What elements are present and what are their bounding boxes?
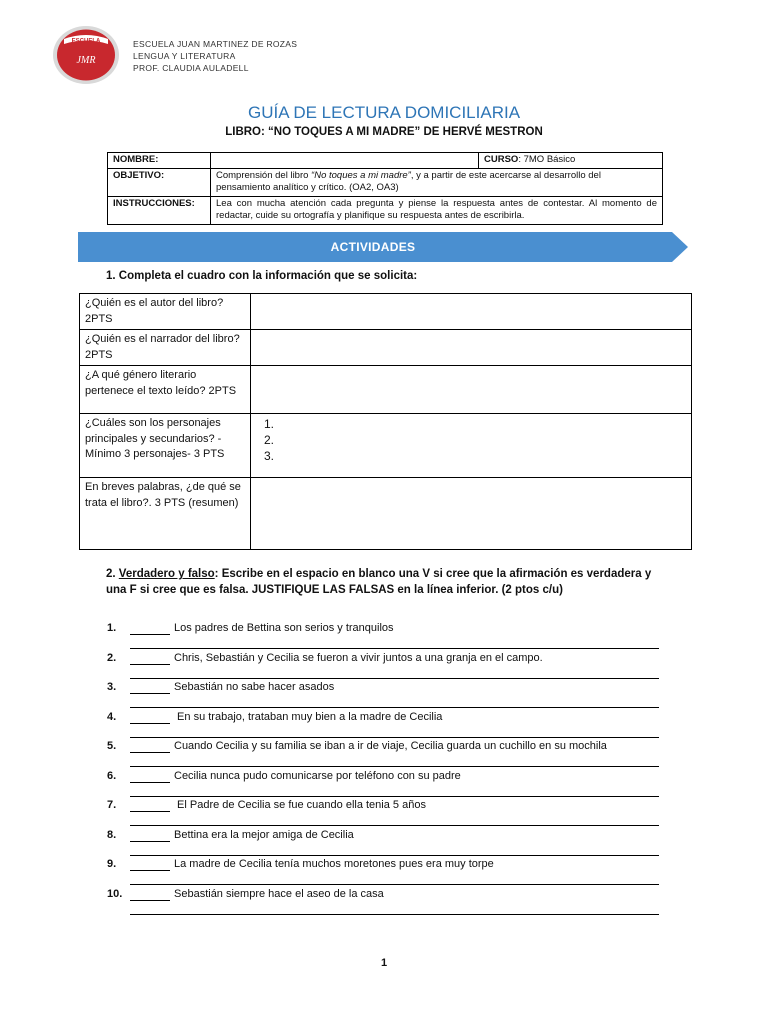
statement-text: La madre de Cecilia tenía muchos moretones pues era muy torpe — [174, 858, 494, 870]
statement-item — [107, 858, 494, 871]
curso-label: CURSO — [484, 154, 519, 165]
answer-blank[interactable] — [130, 711, 170, 724]
statement-text: Cecilia nunca pudo comunicarse por teléfono con su padre — [174, 769, 461, 782]
justification-line[interactable] — [130, 707, 659, 708]
page-title: GUÍA DE LECTURA DOMICILIARIA — [247, 103, 521, 122]
student-info-table — [107, 152, 663, 225]
answer-blank[interactable] — [130, 858, 170, 871]
activities-title: ACTIVIDADES — [330, 240, 416, 254]
answer-blank[interactable] — [130, 829, 170, 842]
curso-cell — [479, 153, 663, 169]
statement-item — [107, 681, 334, 694]
objetivo-label: OBJETIVO: — [108, 168, 211, 196]
question-1-heading: 1. Completa el cuadro con la información que se solicita: — [106, 270, 418, 282]
answer-blank[interactable] — [130, 799, 170, 812]
justification-line[interactable] — [130, 678, 659, 679]
statement-text: El Padre de Cecilia se fue cuando ella tenia 5 años — [174, 799, 426, 811]
statement-number: 10. — [107, 887, 123, 900]
justification-line[interactable] — [130, 855, 659, 856]
statement-item — [107, 799, 426, 812]
statement-number: 9. — [107, 858, 117, 870]
list-item: 2. — [264, 433, 275, 447]
statement-item — [107, 622, 394, 635]
answer-summary[interactable] — [251, 478, 692, 550]
statement-number: 1. — [107, 622, 117, 634]
statement-number: 6. — [107, 769, 117, 782]
statement-text: En su trabajo, trataban muy bien a la madre de Cecilia — [174, 710, 443, 723]
justification-line[interactable] — [130, 737, 659, 738]
statement-text: Los padres de Bettina son serios y tranquilos — [174, 622, 394, 634]
statement-text: Sebastián siempre hace el aseo de la casa — [174, 887, 384, 900]
justification-line[interactable] — [130, 766, 659, 767]
statement-item — [107, 711, 442, 724]
q1-row-summary: En breves palabras, ¿de qué se trata el libro?. 3 PTS (resumen) — [80, 478, 251, 550]
statement-text: Bettina era la mejor amiga de Cecilia — [174, 828, 354, 841]
question-2-heading: 2. Verdadero y falso: Escribe en el espacio en blanco una V si cree que la afirmación es verdadera y una F si cree que es falsa. JUSTIFIQUE LAS FALSAS en la línea inferior. (2 ptos c/u) — [106, 568, 652, 596]
answer-blank[interactable] — [130, 681, 170, 694]
justification-line[interactable] — [130, 914, 659, 915]
statement-text: Cuando Cecilia y su familia se iban a ir de viaje, Cecilia guarda un cuchillo en su mochila — [174, 740, 607, 752]
statement-number: 2. — [107, 651, 117, 664]
instrucciones-label: INSTRUCCIONES: — [108, 196, 211, 224]
statement-number: 4. — [107, 710, 117, 723]
statement-item — [107, 888, 384, 901]
justification-line[interactable] — [130, 884, 659, 885]
statement-item — [107, 770, 461, 783]
logo-initials: JMR — [76, 55, 96, 66]
statement-item — [107, 652, 543, 665]
question-1-table — [79, 293, 692, 550]
list-item: 3. — [264, 449, 275, 463]
answer-blank[interactable] — [130, 888, 170, 901]
page-number: 1 — [380, 957, 388, 969]
school-logo — [52, 25, 120, 85]
q1-row-genre: ¿A qué género literario pertenece el texto leído? 2PTS — [80, 366, 251, 414]
q1-row-characters: ¿Cuáles son los personajes principales y secundarios? -Mínimo 3 personajes- 3 PTS — [80, 414, 251, 478]
true-false-label: Verdadero y falso — [118, 568, 215, 580]
statement-number: 7. — [107, 799, 117, 811]
justification-line[interactable] — [130, 796, 659, 797]
curso-value: : 7MO Básico — [518, 154, 576, 165]
justification-line[interactable] — [130, 648, 659, 649]
q1-row-narrator: ¿Quién es el narrador del libro? 2PTS — [80, 330, 251, 366]
statement-text: Sebastián no sabe hacer asados — [174, 681, 335, 693]
answer-narrator[interactable] — [251, 330, 692, 366]
answer-blank[interactable] — [130, 740, 170, 753]
objetivo-text: Comprensión del libro “No toques a mi madre”, y a partir de este acercarse al desarrollo del pensamiento analítico y crítico. (OA2, OA3) — [211, 168, 663, 196]
answer-blank[interactable] — [130, 622, 170, 635]
statement-item — [107, 829, 354, 842]
nombre-label: NOMBRE: — [108, 153, 211, 169]
statement-number: 8. — [107, 828, 117, 841]
subject-name: LENGUA Y LITERATURA — [133, 51, 236, 61]
answer-blank[interactable] — [130, 652, 170, 665]
instrucciones-text: Lea con mucha atención cada pregunta y piense la respuesta antes de contestar. Al momento de redactar, cuide su ortografía y planifique su respuesta antes de escribirla. — [211, 196, 663, 224]
q1-row-author: ¿Quién es el autor del libro? 2PTS — [80, 294, 251, 330]
nombre-field[interactable] — [211, 153, 479, 169]
list-item: 1. — [264, 417, 275, 431]
answer-genre[interactable] — [251, 366, 692, 414]
book-subtitle: LIBRO: “NO TOQUES A MI MADRE” DE HERVÉ MESTRON — [225, 126, 543, 138]
statement-item — [107, 740, 607, 753]
logo-text: ESCUELA — [71, 38, 101, 45]
answer-author[interactable] — [251, 294, 692, 330]
teacher-name: PROF. CLAUDIA AULADELL — [133, 63, 249, 73]
statement-number: 3. — [107, 681, 117, 693]
answer-characters[interactable] — [251, 414, 692, 478]
school-header — [133, 38, 297, 74]
statement-number: 5. — [107, 740, 117, 752]
characters-list — [256, 416, 686, 464]
justification-line[interactable] — [130, 825, 659, 826]
answer-blank[interactable] — [130, 770, 170, 783]
school-name: ESCUELA JUAN MARTINEZ DE ROZAS — [133, 39, 298, 49]
statement-text: Chris, Sebastián y Cecilia se fueron a vivir juntos a una granja en el campo. — [174, 651, 543, 664]
